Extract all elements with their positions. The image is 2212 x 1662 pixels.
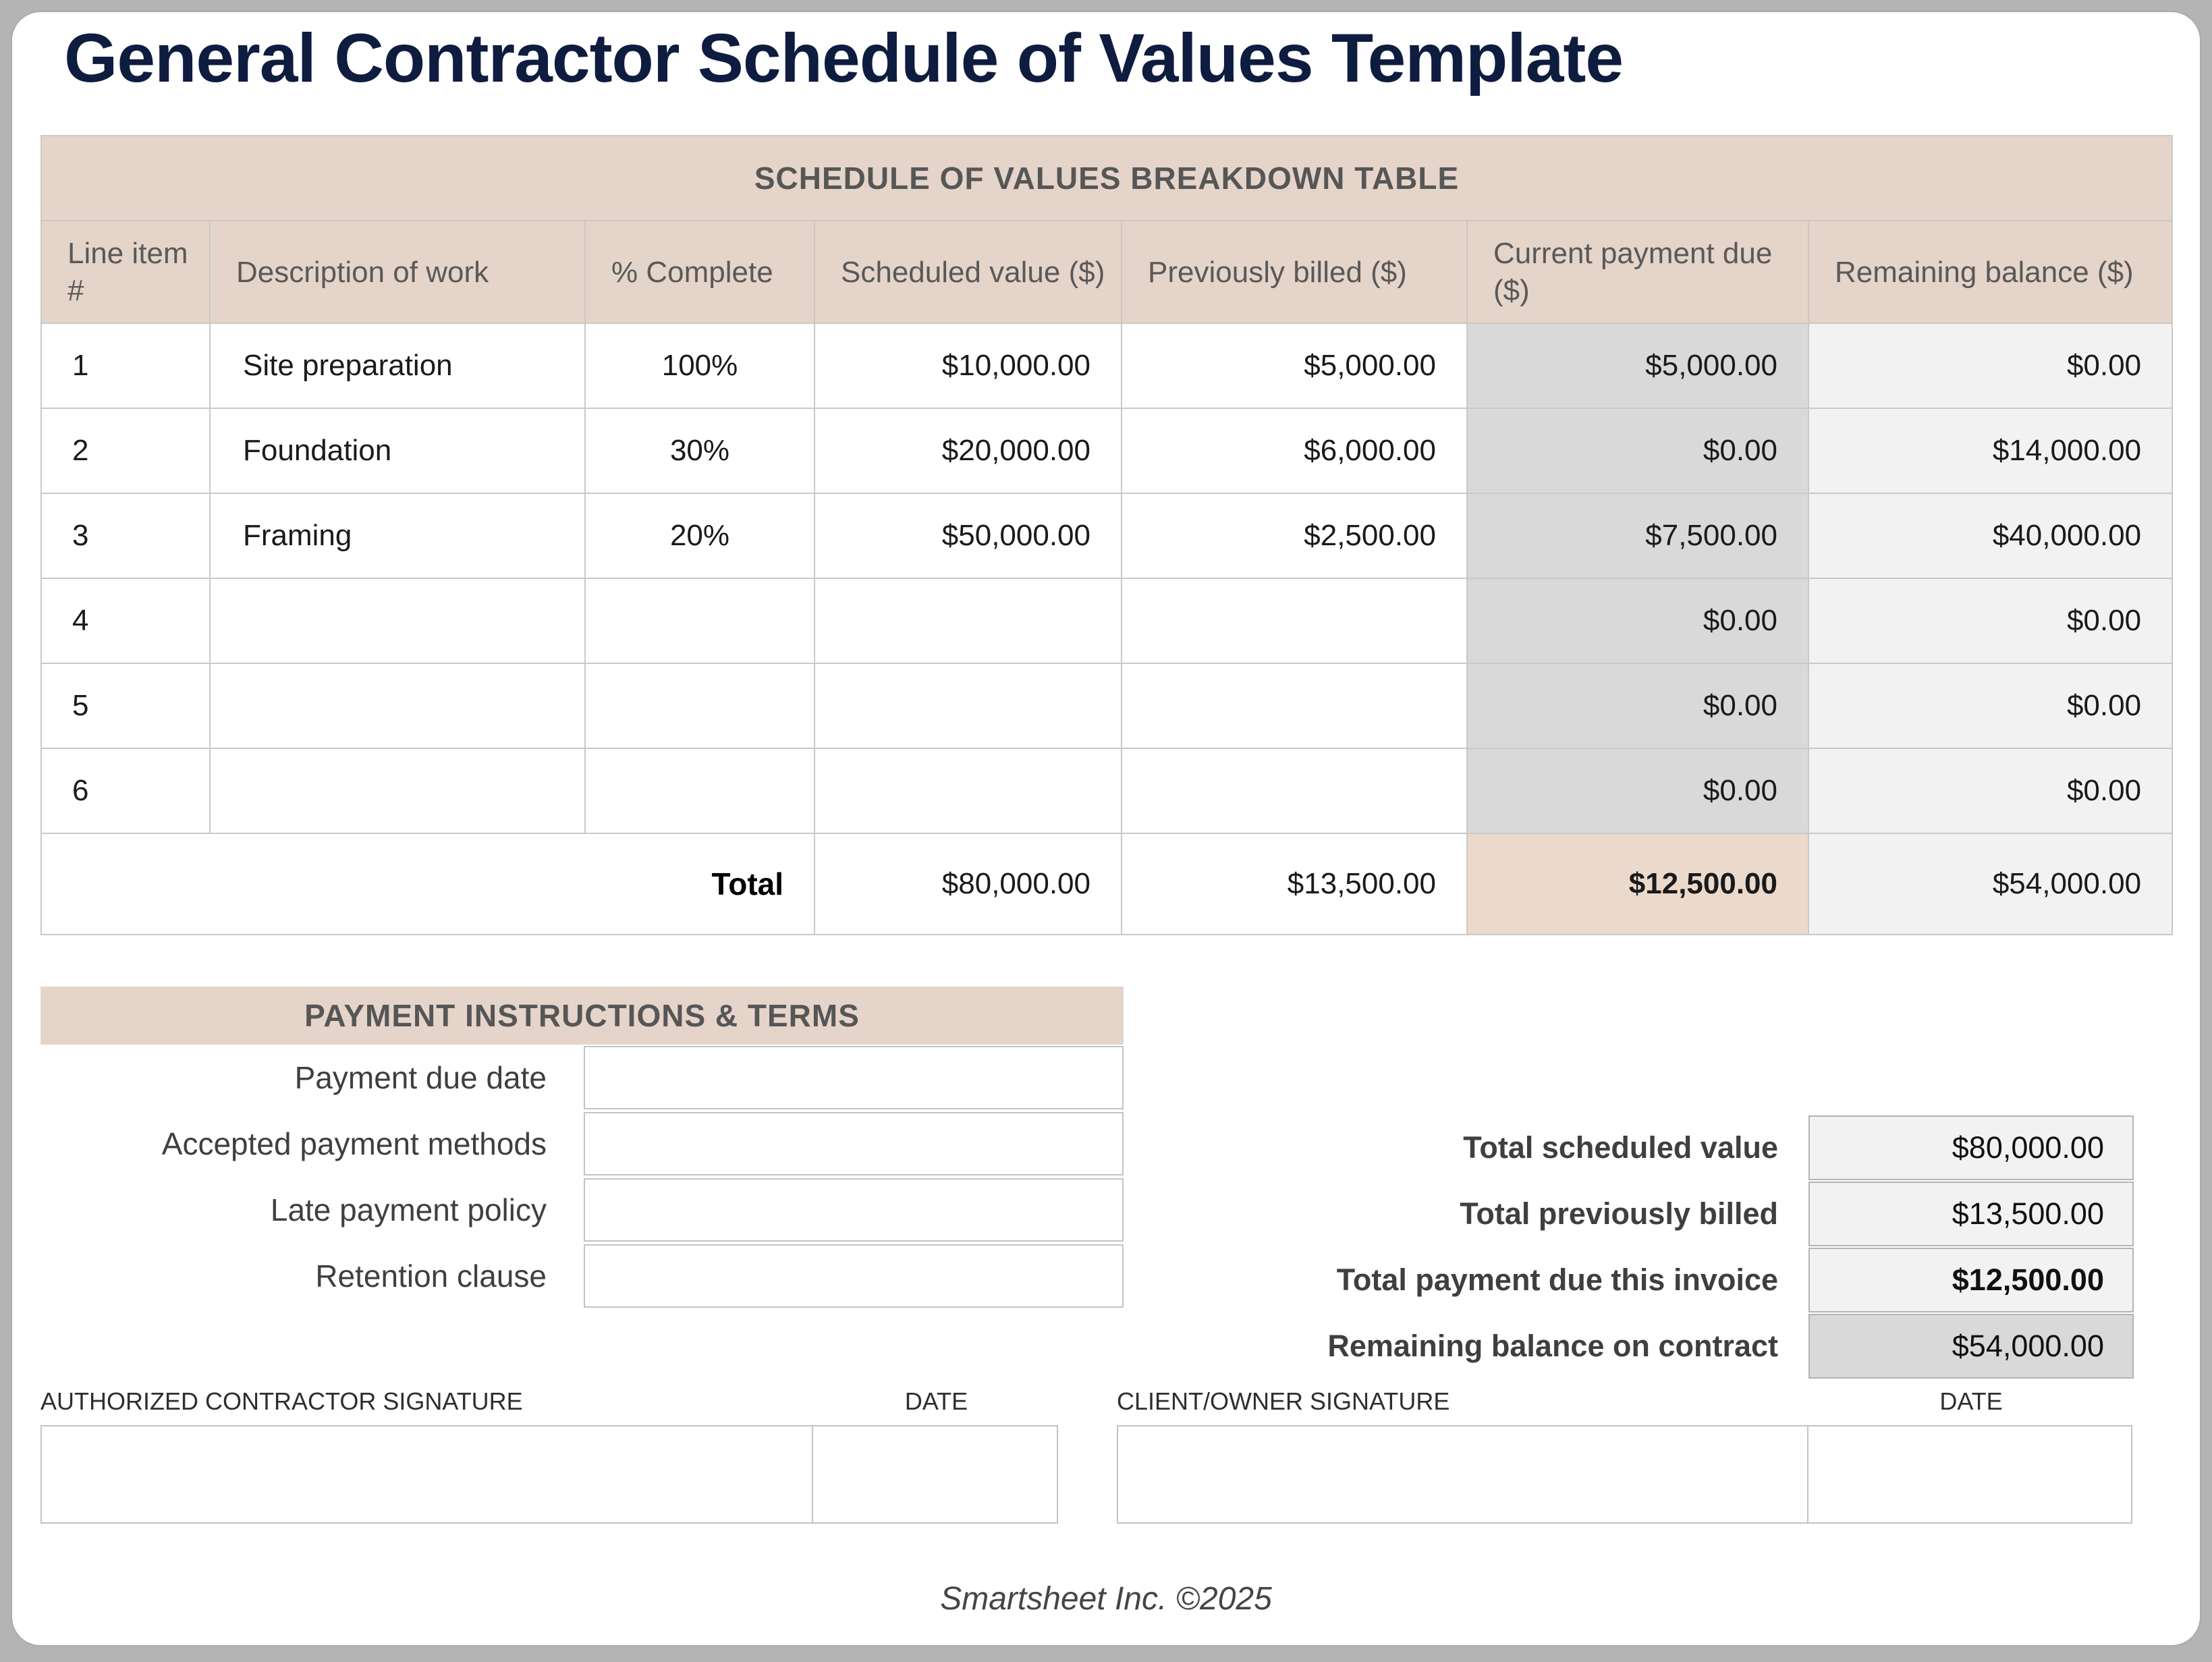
client-date-box[interactable] — [1808, 1426, 2131, 1522]
retention-clause-label: Retention clause — [315, 1258, 547, 1294]
column-header-scheduled-value: Scheduled value ($) — [814, 221, 1122, 323]
contractor-signature-section — [40, 1387, 1058, 1524]
column-header-previously-billed: Previously billed ($) — [1122, 221, 1467, 323]
client-signature-label: CLIENT/OWNER SIGNATURE — [1117, 1387, 1450, 1415]
remaining-balance-amount: $54,000.00 — [1808, 1314, 2134, 1379]
total-payment-due-amount: $12,500.00 — [1808, 1248, 2134, 1312]
cell-remaining-balance[interactable]: $0.00 — [1808, 748, 2172, 833]
table-row — [41, 578, 2172, 663]
cell-remaining-balance[interactable]: $0.00 — [1808, 578, 2172, 663]
summary-row — [1134, 1181, 2134, 1247]
cell-scheduled-value[interactable] — [814, 578, 1122, 663]
payment-field-row — [40, 1045, 1124, 1111]
cell-line-item[interactable]: 5 — [41, 663, 210, 748]
footer-copyright: Smartsheet Inc. ©2025 — [940, 1581, 1272, 1617]
totals-summary — [1134, 1115, 2134, 1379]
cell-current-payment-due[interactable]: $0.00 — [1467, 748, 1808, 833]
cell-description[interactable]: Foundation — [210, 408, 585, 493]
cell-scheduled-value[interactable]: $20,000.00 — [814, 408, 1122, 493]
total-previously-billed: $13,500.00 — [1122, 833, 1467, 935]
payment-field-row — [40, 1243, 1124, 1309]
contractor-signature-box[interactable] — [42, 1426, 813, 1522]
header-row — [41, 221, 2172, 323]
payment-due-date-input[interactable] — [584, 1046, 1124, 1109]
column-header-line-item: Line item # — [41, 221, 210, 323]
cell-line-item[interactable]: 4 — [41, 578, 210, 663]
cell-current-payment-due[interactable]: $5,000.00 — [1467, 323, 1808, 408]
cell-description[interactable]: Framing — [210, 493, 585, 578]
cell-description[interactable] — [210, 663, 585, 748]
total-row — [41, 833, 2172, 935]
cell-current-payment-due[interactable]: $0.00 — [1467, 578, 1808, 663]
client-date-label: DATE — [1939, 1387, 2003, 1415]
payment-instructions-section — [40, 987, 1124, 1309]
retention-clause-input[interactable] — [584, 1244, 1124, 1308]
cell-previously-billed[interactable]: $2,500.00 — [1122, 493, 1467, 578]
cell-line-item[interactable]: 2 — [41, 408, 210, 493]
table-row — [41, 408, 2172, 493]
total-label: Total — [41, 833, 814, 935]
cell-description[interactable] — [210, 578, 585, 663]
cell-previously-billed[interactable] — [1122, 748, 1467, 833]
cell-percent-complete[interactable] — [585, 748, 814, 833]
total-scheduled-value: $80,000.00 — [814, 833, 1122, 935]
contractor-date-label: DATE — [904, 1387, 968, 1415]
cell-percent-complete[interactable] — [585, 578, 814, 663]
cell-percent-complete[interactable]: 20% — [585, 493, 814, 578]
cell-remaining-balance[interactable]: $0.00 — [1808, 323, 2172, 408]
column-header-description: Description of work — [210, 221, 585, 323]
table-row — [41, 748, 2172, 833]
client-signature-section — [1117, 1387, 2132, 1524]
total-current-payment-due: $12,500.00 — [1467, 833, 1808, 935]
cell-scheduled-value[interactable]: $10,000.00 — [814, 323, 1122, 408]
cell-line-item[interactable]: 6 — [41, 748, 210, 833]
cell-remaining-balance[interactable]: $14,000.00 — [1808, 408, 2172, 493]
column-header-current-payment-due: Current payment due ($) — [1467, 221, 1808, 323]
late-payment-policy-input[interactable] — [584, 1178, 1124, 1242]
breakdown-table — [40, 135, 2173, 935]
cell-line-item[interactable]: 1 — [41, 323, 210, 408]
cell-remaining-balance[interactable]: $40,000.00 — [1808, 493, 2172, 578]
accepted-payment-methods-input[interactable] — [584, 1112, 1124, 1175]
contractor-signature-label: AUTHORIZED CONTRACTOR SIGNATURE — [40, 1387, 523, 1415]
total-scheduled-value-amount: $80,000.00 — [1808, 1115, 2134, 1180]
cell-previously-billed[interactable] — [1122, 578, 1467, 663]
payment-field-row — [40, 1177, 1124, 1243]
total-payment-due-label: Total payment due this invoice — [1336, 1263, 1778, 1297]
cell-percent-complete[interactable] — [585, 663, 814, 748]
cell-previously-billed[interactable]: $6,000.00 — [1122, 408, 1467, 493]
cell-remaining-balance[interactable]: $0.00 — [1808, 663, 2172, 748]
cell-scheduled-value[interactable] — [814, 663, 1122, 748]
contractor-date-box[interactable] — [813, 1426, 1057, 1522]
cell-scheduled-value[interactable] — [814, 748, 1122, 833]
breakdown-table-title: SCHEDULE OF VALUES BREAKDOWN TABLE — [41, 136, 2172, 221]
accepted-payment-methods-label: Accepted payment methods — [161, 1126, 547, 1161]
summary-row — [1134, 1247, 2134, 1313]
client-signature-box[interactable] — [1118, 1426, 1808, 1522]
table-row — [41, 663, 2172, 748]
cell-description[interactable]: Site preparation — [210, 323, 585, 408]
page-title: General Contractor Schedule of Values Template — [64, 20, 1624, 96]
column-header-remaining-balance: Remaining balance ($) — [1808, 221, 2172, 323]
cell-previously-billed[interactable]: $5,000.00 — [1122, 323, 1467, 408]
summary-row — [1134, 1115, 2134, 1181]
cell-percent-complete[interactable]: 100% — [585, 323, 814, 408]
payment-due-date-label: Payment due date — [294, 1060, 547, 1095]
cell-line-item[interactable]: 3 — [41, 493, 210, 578]
payment-instructions-title: PAYMENT INSTRUCTIONS & TERMS — [40, 987, 1124, 1045]
total-previously-billed-amount: $13,500.00 — [1808, 1182, 2134, 1246]
total-remaining-balance: $54,000.00 — [1808, 833, 2172, 935]
cell-current-payment-due[interactable]: $0.00 — [1467, 408, 1808, 493]
cell-scheduled-value[interactable]: $50,000.00 — [814, 493, 1122, 578]
table-row — [41, 493, 2172, 578]
table-row — [41, 323, 2172, 408]
cell-current-payment-due[interactable]: $7,500.00 — [1467, 493, 1808, 578]
total-scheduled-value-label: Total scheduled value — [1463, 1130, 1778, 1165]
summary-row — [1134, 1313, 2134, 1379]
late-payment-policy-label: Late payment policy — [270, 1192, 547, 1227]
cell-percent-complete[interactable]: 30% — [585, 408, 814, 493]
cell-current-payment-due[interactable]: $0.00 — [1467, 663, 1808, 748]
cell-previously-billed[interactable] — [1122, 663, 1467, 748]
remaining-balance-label: Remaining balance on contract — [1327, 1329, 1778, 1363]
column-header-percent-complete: % Complete — [585, 221, 814, 323]
total-previously-billed-label: Total previously billed — [1460, 1196, 1778, 1231]
cell-description[interactable] — [210, 748, 585, 833]
payment-field-row — [40, 1111, 1124, 1177]
